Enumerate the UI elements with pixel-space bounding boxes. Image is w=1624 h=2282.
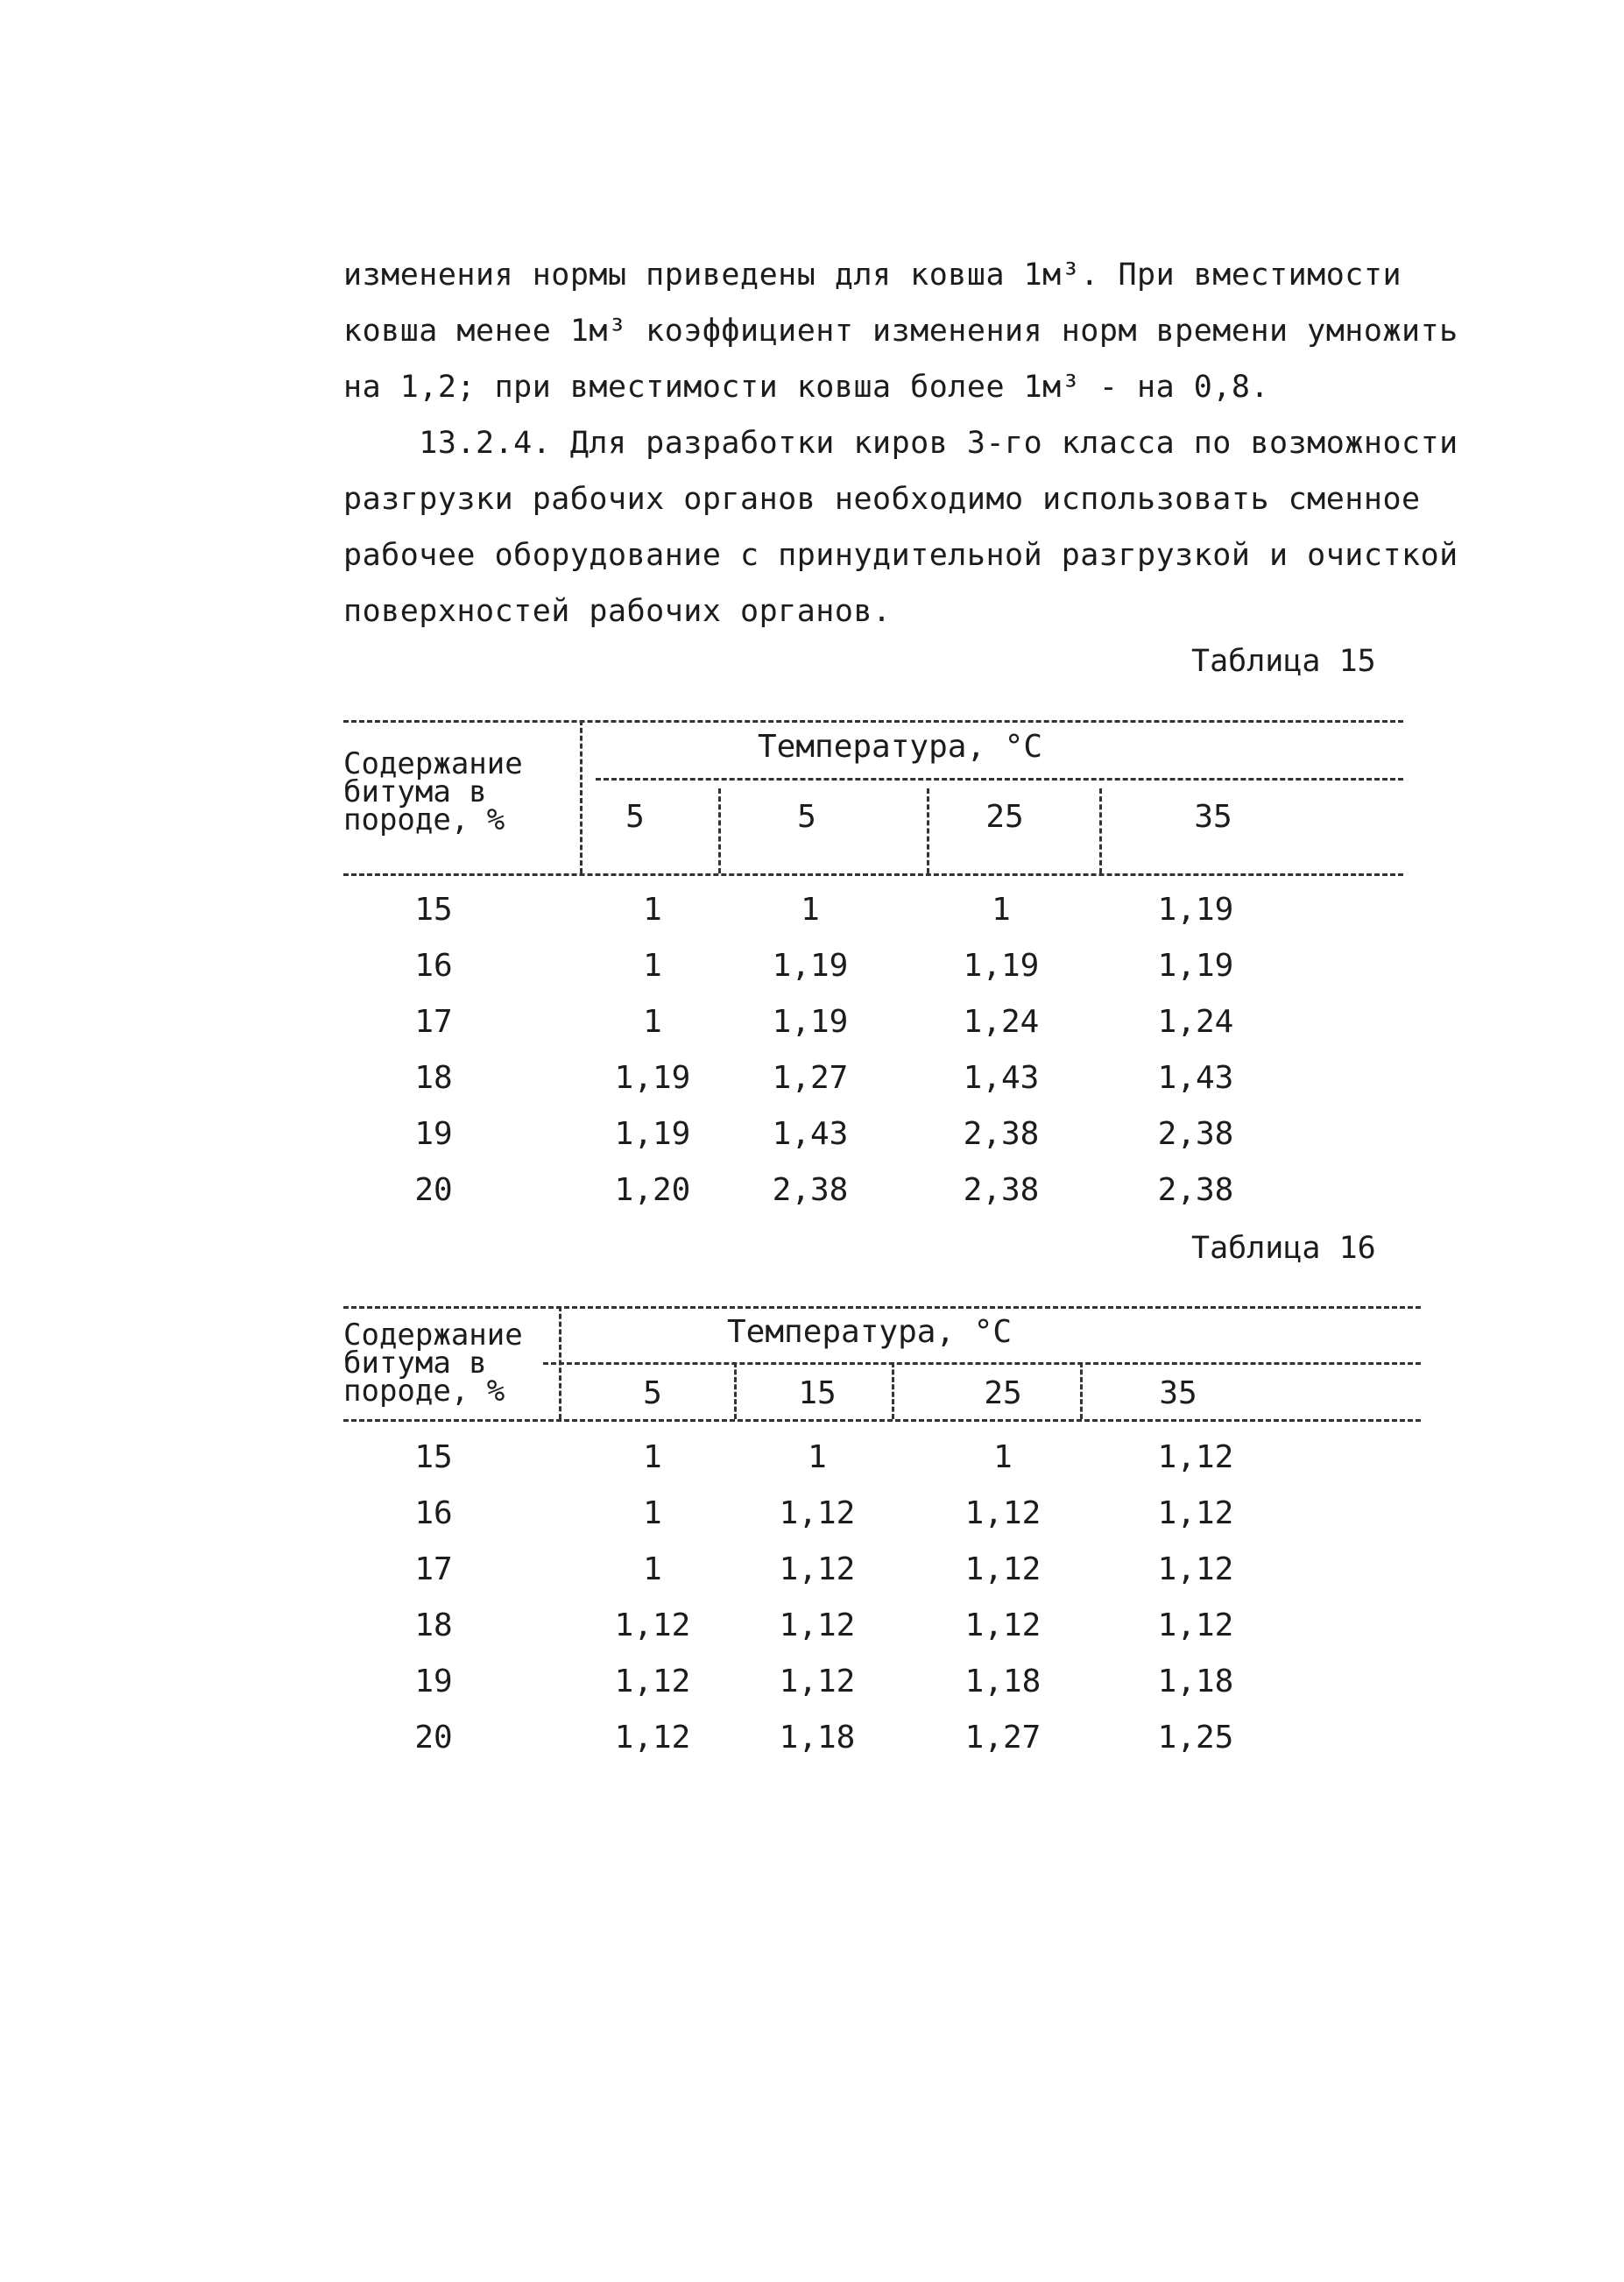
table-cell-value: 1	[801, 892, 820, 928]
table-cell-value: 2,38	[963, 1116, 1040, 1152]
table-cell-value: 1,25	[1157, 1720, 1234, 1756]
column-header: 25	[984, 1375, 1022, 1411]
table-cell-value: 1	[643, 1004, 662, 1040]
text-line: ковша менее 1м³ коэффициент изменения норм времени умножить	[343, 314, 1458, 349]
table-cell-bitumen: 19	[414, 1664, 453, 1699]
table-cell-value: 1,19	[772, 1004, 849, 1040]
table-cell-value: 1	[643, 948, 662, 984]
table-cell-value: 1,27	[964, 1720, 1041, 1756]
table-cell-value: 1,19	[772, 948, 849, 984]
text-line: рабочее оборудование с принудительной разгрузкой и очисткой	[343, 538, 1458, 573]
table-cell-value: 1,12	[614, 1664, 691, 1699]
table-cell-bitumen: 17	[414, 1551, 453, 1587]
row-header-line: Содержание	[343, 1318, 523, 1353]
table-cell-value: 1	[643, 892, 662, 928]
temperature-header: Температура, °С	[727, 1314, 1013, 1350]
table-cell-value: 1	[808, 1439, 827, 1475]
table-cell-value: 1,24	[963, 1004, 1040, 1040]
table-rule	[343, 1419, 1421, 1422]
table-cell-value: 1,24	[1157, 1004, 1234, 1040]
table-rule	[343, 720, 1403, 723]
table-cell-value: 2,38	[1157, 1116, 1234, 1152]
row-header-line: породе, %	[343, 802, 505, 837]
row-header-line: Содержание	[343, 746, 523, 781]
text-line: разгрузки рабочих органов необходимо использовать сменное	[343, 482, 1421, 517]
column-header: 15	[798, 1375, 837, 1411]
table-cell-bitumen: 20	[414, 1172, 453, 1208]
table-cell-value: 1,43	[1157, 1060, 1234, 1096]
column-header: 5	[643, 1375, 662, 1411]
paragraph-13-2-4	[343, 415, 1458, 639]
row-header-line: породе, %	[343, 1374, 505, 1409]
table-15-caption: Таблица 15	[1191, 644, 1376, 679]
text-line: изменения нормы приведены для ковша 1м³. При вместимости	[343, 258, 1402, 293]
table-cell-bitumen: 18	[414, 1607, 453, 1643]
row-header	[343, 746, 523, 837]
table-vrule	[1099, 788, 1102, 873]
table-cell-value: 1,12	[779, 1607, 856, 1643]
table-cell-value: 1,12	[614, 1720, 691, 1756]
paragraph-norm-change	[343, 247, 1458, 415]
table-cell-value: 1,18	[1157, 1664, 1234, 1699]
table-cell-bitumen: 16	[414, 948, 453, 984]
table-cell-value: 1,12	[614, 1607, 691, 1643]
row-header-line: битума в	[343, 1346, 487, 1381]
table-cell-value: 1,18	[964, 1664, 1041, 1699]
table-rule	[343, 1306, 1421, 1309]
table-cell-value: 1,12	[964, 1551, 1041, 1587]
table-cell-value: 1,43	[963, 1060, 1040, 1096]
table-cell-value: 2,38	[772, 1172, 849, 1208]
column-header: 25	[985, 799, 1024, 835]
table-vrule	[580, 720, 583, 873]
table-cell-value: 1,20	[614, 1172, 691, 1208]
table-cell-value: 1,12	[1157, 1607, 1234, 1643]
table-cell-bitumen: 16	[414, 1495, 453, 1531]
temperature-header: Температура, °С	[758, 729, 1043, 765]
table-rule	[543, 1362, 1421, 1365]
column-header: 35	[1194, 799, 1232, 835]
table-cell-value: 1,12	[779, 1551, 856, 1587]
table-cell-value: 2,38	[1157, 1172, 1234, 1208]
text-line: поверхностей рабочих органов.	[343, 594, 892, 629]
table-cell-value: 1,43	[772, 1116, 849, 1152]
table-cell-value: 1	[643, 1495, 662, 1531]
table-cell-value: 1,27	[772, 1060, 849, 1096]
table-cell-bitumen: 15	[414, 892, 453, 928]
table-cell-value: 1,19	[963, 948, 1040, 984]
table-cell-bitumen: 20	[414, 1720, 453, 1756]
table-vrule	[718, 788, 721, 873]
table-cell-value: 1,12	[1157, 1551, 1234, 1587]
table-cell-value: 1	[992, 892, 1011, 928]
table-cell-bitumen: 17	[414, 1004, 453, 1040]
table-cell-value: 1,19	[1157, 948, 1234, 984]
table-cell-bitumen: 18	[414, 1060, 453, 1096]
table-cell-value: 1,12	[1157, 1495, 1234, 1531]
text-line: на 1,2; при вместимости ковша более 1м³ - на 0,8.	[343, 370, 1270, 405]
table-cell-value: 1	[643, 1551, 662, 1587]
text-line: 13.2.4. Для разработки киров 3-го класса по возможности	[343, 426, 1458, 461]
table-cell-value: 1,12	[1157, 1439, 1234, 1475]
column-header: 35	[1159, 1375, 1197, 1411]
table-cell-value: 1,19	[614, 1060, 691, 1096]
table-rule	[343, 873, 1403, 876]
table-rule	[596, 778, 1403, 781]
table-cell-value: 1	[993, 1439, 1013, 1475]
table-cell-bitumen: 15	[414, 1439, 453, 1475]
column-header: 5	[625, 799, 645, 835]
table-vrule	[559, 1306, 561, 1419]
table-cell-value: 1,19	[1157, 892, 1234, 928]
table-cell-value: 1,12	[964, 1607, 1041, 1643]
table-cell-value: 1,12	[779, 1664, 856, 1699]
row-header-line: битума в	[343, 774, 487, 809]
table-cell-bitumen: 19	[414, 1116, 453, 1152]
table-cell-value: 1	[643, 1439, 662, 1475]
table-cell-value: 1,19	[614, 1116, 691, 1152]
table-cell-value: 2,38	[963, 1172, 1040, 1208]
table-cell-value: 1,12	[779, 1495, 856, 1531]
table-16-caption: Таблица 16	[1191, 1231, 1376, 1266]
row-header	[343, 1318, 523, 1409]
table-cell-value: 1,12	[964, 1495, 1041, 1531]
column-header: 5	[797, 799, 816, 835]
table-cell-value: 1,18	[779, 1720, 856, 1756]
